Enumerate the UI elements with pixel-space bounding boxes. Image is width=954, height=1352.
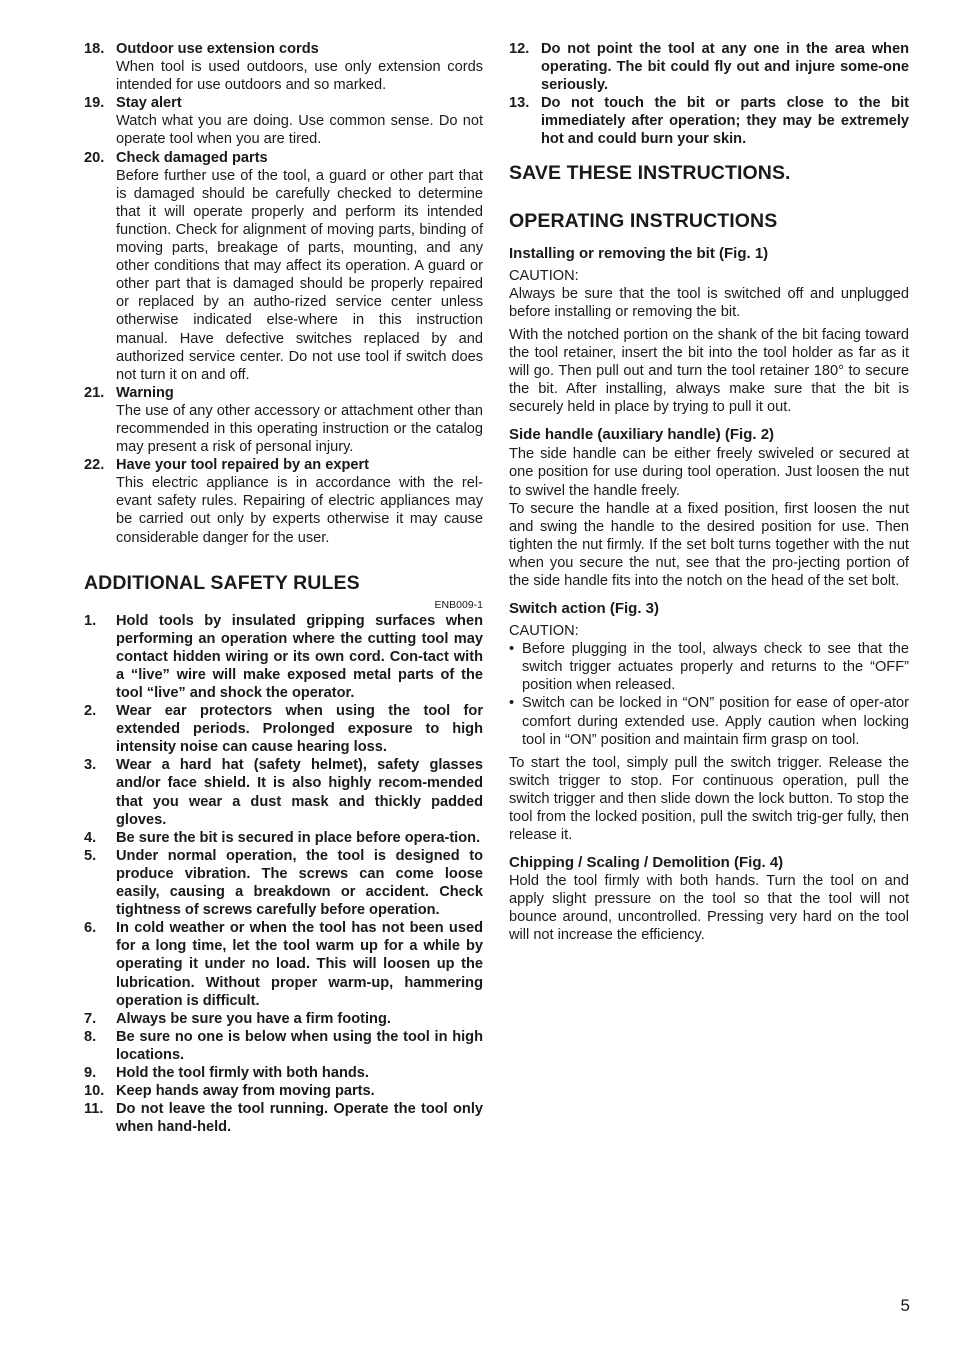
item-number: 18. — [84, 41, 105, 57]
item-number: 20. — [84, 149, 105, 166]
general-safety-list — [84, 40, 483, 547]
bullet-item — [509, 694, 909, 748]
item-title: Outdoor use extension cords — [116, 41, 319, 57]
item-text: Always be sure you have a firm footing. — [116, 1010, 391, 1027]
rule-item-2 — [84, 702, 483, 756]
paragraph: Always be sure that the tool is switched off and unplugged before installing or removing the bit. — [509, 285, 909, 320]
item-number: 21. — [84, 384, 105, 401]
item-text: The use of any other accessory or attachment other than recommended in this operating instruction or the catalog may present a risk of personal injury. — [116, 402, 483, 456]
bullet-text: Switch can be locked in “ON” position for ease of oper-ator comfort during extended use. Apply caution when locking tool in “ON” position and maintain firm grasp on tool. — [522, 695, 909, 748]
rule-item-13 — [509, 94, 909, 148]
item-number: 13. — [509, 95, 530, 112]
item-text: Keep hands away from moving parts. — [116, 1083, 375, 1100]
item-number: 12. — [509, 41, 530, 57]
item-title: Stay alert — [116, 95, 182, 112]
safety-item-22 — [84, 456, 483, 546]
item-number: 11. — [84, 1101, 104, 1118]
paragraph: The side handle can be either freely swiveled or secured at one position for use during tool operation. Just loosen the nut to swivel the handle freely. — [509, 446, 909, 499]
item-text: Do not point the tool at any one in the area when operating. The bit could fly out and injure some-one seriously. — [541, 41, 909, 94]
section-installing-bit — [509, 245, 909, 417]
section-side-handle — [509, 426, 909, 590]
item-text: Under normal operation, the tool is designed to produce vibration. The screws can come loose easily, causing a breakdown or accident. Check tightness of screws carefully before operation. — [116, 847, 483, 919]
item-text: Wear a hard hat (safety helmet), safety glasses and/or face shield. It is also highly recom-mended that you wear a dust mask and thickly padded gloves. — [116, 757, 483, 828]
item-text: Do not leave the tool running. Operate the tool only when hand-held. — [116, 1101, 483, 1136]
rule-item-1 — [84, 612, 483, 702]
section-heading: Installing or removing the bit (Fig. 1) — [509, 244, 769, 262]
paragraph: To start the tool, simply pull the switch trigger. Release the switch trigger to stop. For continuous operation, pull the switch trigger and then slide down the lock button. To stop the tool from the locked position, pull the switch trig-ger fully, then release it. — [509, 754, 909, 844]
bullet-icon: • — [509, 695, 515, 712]
item-number: 6. — [84, 920, 97, 937]
section-heading: Chipping / Scaling / Demolition (Fig. 4) — [509, 854, 784, 872]
item-text: In cold weather or when the tool has not been used for a long time, let the tool warm up for a while by operating it under no load. This will loosen up the lubrication. Without proper warm-up, hammering operation is difficult. — [116, 920, 483, 1009]
item-number: 5. — [84, 847, 97, 864]
rule-item-7 — [84, 1010, 483, 1028]
item-number: 19. — [84, 95, 105, 112]
section-heading: Switch action (Fig. 3) — [509, 600, 660, 618]
save-instructions-heading: SAVE THESE INSTRUCTIONS. — [509, 161, 791, 184]
item-title: Warning — [116, 384, 174, 401]
additional-safety-heading: ADDITIONAL SAFETY RULES — [84, 571, 360, 594]
bullet-icon: • — [509, 641, 515, 658]
item-text: Be sure the bit is secured in place before opera-tion. — [116, 829, 481, 846]
item-number: 3. — [84, 757, 97, 774]
safety-item-21 — [84, 384, 483, 456]
item-text: Hold tools by insulated gripping surfaces when performing an operation where the cutting tool may contact hidden wiring or its own cord. Con-tact with a “live” wire will make exposed metal parts of the tool “live” and shock the operator. — [116, 612, 483, 701]
page-number: 5 — [900, 1296, 910, 1315]
item-text: Before further use of the tool, a guard or other part that is damaged should be carefully checked to determine that it will operate properly and perform its intended function. Check for alignment of moving parts, binding of moving parts, breakage of parts, mounting, and any other conditions that may affect its operation. A guard or other part that is damaged should be properly repaired or replaced by an autho-rized service center unless otherwise indicated else-where in this instruction manual. Have defective switches replaced by and authorized service center. Do not use tool if switch does not turn it on and off. — [116, 167, 483, 383]
safety-item-19 — [84, 94, 483, 148]
right-column — [509, 40, 909, 945]
left-column — [84, 40, 483, 1136]
paragraph: To secure the handle at a fixed position, first loosen the nut and swing the handle to the desired position for use. Then tighten the nut firmly. If the set bolt turns together with the nut when you secure the nut, see that the pro-jecting portion of the side handle fits into the notch on the head of the set bolt. — [509, 500, 909, 589]
caution-label: CAUTION: — [509, 623, 579, 640]
rule-item-8 — [84, 1028, 483, 1064]
item-title: Have your tool repaired by an expert — [116, 457, 370, 474]
item-text: When tool is used outdoors, use only extension cords intended for use outdoors and so marked. — [116, 59, 483, 94]
item-text: Do not touch the bit or parts close to the bit immediately after operation; they may be extremely hot and could burn your skin. — [541, 95, 909, 148]
safety-item-20 — [84, 149, 483, 384]
item-number: 10. — [84, 1083, 105, 1100]
item-number: 1. — [84, 612, 97, 629]
item-text: This electric appliance is in accordance with the rel-evant safety rules. Repairing of electric appliances may be carried out only by experts otherwise it may cause considerable danger for the user. — [116, 475, 483, 546]
section-switch-action — [509, 600, 909, 844]
item-number: 4. — [84, 829, 97, 846]
additional-rules-continued — [509, 40, 909, 149]
document-code: ENB009-1 — [434, 598, 483, 611]
caution-label: CAUTION: — [509, 267, 579, 284]
item-number: 2. — [84, 703, 97, 720]
section-heading: Side handle (auxiliary handle) (Fig. 2) — [509, 426, 775, 444]
paragraph: Hold the tool firmly with both hands. Turn the tool on and apply slight pressure on the tool so that the tool will not bounce around, uncontrolled. Pressing very hard on the tool will not increase the efficiency. — [509, 873, 909, 944]
item-title: Check damaged parts — [116, 149, 268, 166]
rule-item-9 — [84, 1064, 483, 1082]
item-text: Wear ear protectors when using the tool for extended periods. Prolonged exposure to high intensity noise can cause hearing loss. — [116, 703, 483, 756]
rule-item-4 — [84, 829, 483, 847]
paragraph: With the notched portion on the shank of the bit facing toward the tool retainer, insert the bit into the tool holder as far as it will go. Then pull out and turn the tool retainer 180° to secure the bit. After installing, always make sure that the bit is securely held in place by trying to pull it out. — [509, 326, 909, 416]
rule-item-5 — [84, 847, 483, 919]
safety-item-18 — [84, 40, 483, 94]
item-number: 7. — [84, 1010, 97, 1027]
item-text: Watch what you are doing. Use common sense. Do not operate tool when you are tired. — [116, 113, 483, 148]
item-text: Hold the tool firmly with both hands. — [116, 1064, 369, 1081]
item-number: 9. — [84, 1064, 97, 1081]
rule-item-6 — [84, 919, 483, 1009]
section-chipping — [509, 854, 909, 944]
rule-item-11 — [84, 1100, 483, 1136]
rule-item-3 — [84, 756, 483, 828]
bullet-text: Before plugging in the tool, always check to see that the switch trigger actuates properly and returns to the “OFF” position when released. — [522, 641, 909, 694]
rule-item-12 — [509, 40, 909, 94]
item-text: Be sure no one is below when using the tool in high locations. — [116, 1028, 483, 1063]
additional-rules-list — [84, 612, 483, 1137]
bullet-item — [509, 640, 909, 694]
operating-instructions-heading: OPERATING INSTRUCTIONS — [509, 209, 778, 232]
rule-item-10 — [84, 1082, 483, 1100]
item-number: 22. — [84, 457, 105, 474]
item-number: 8. — [84, 1028, 97, 1045]
